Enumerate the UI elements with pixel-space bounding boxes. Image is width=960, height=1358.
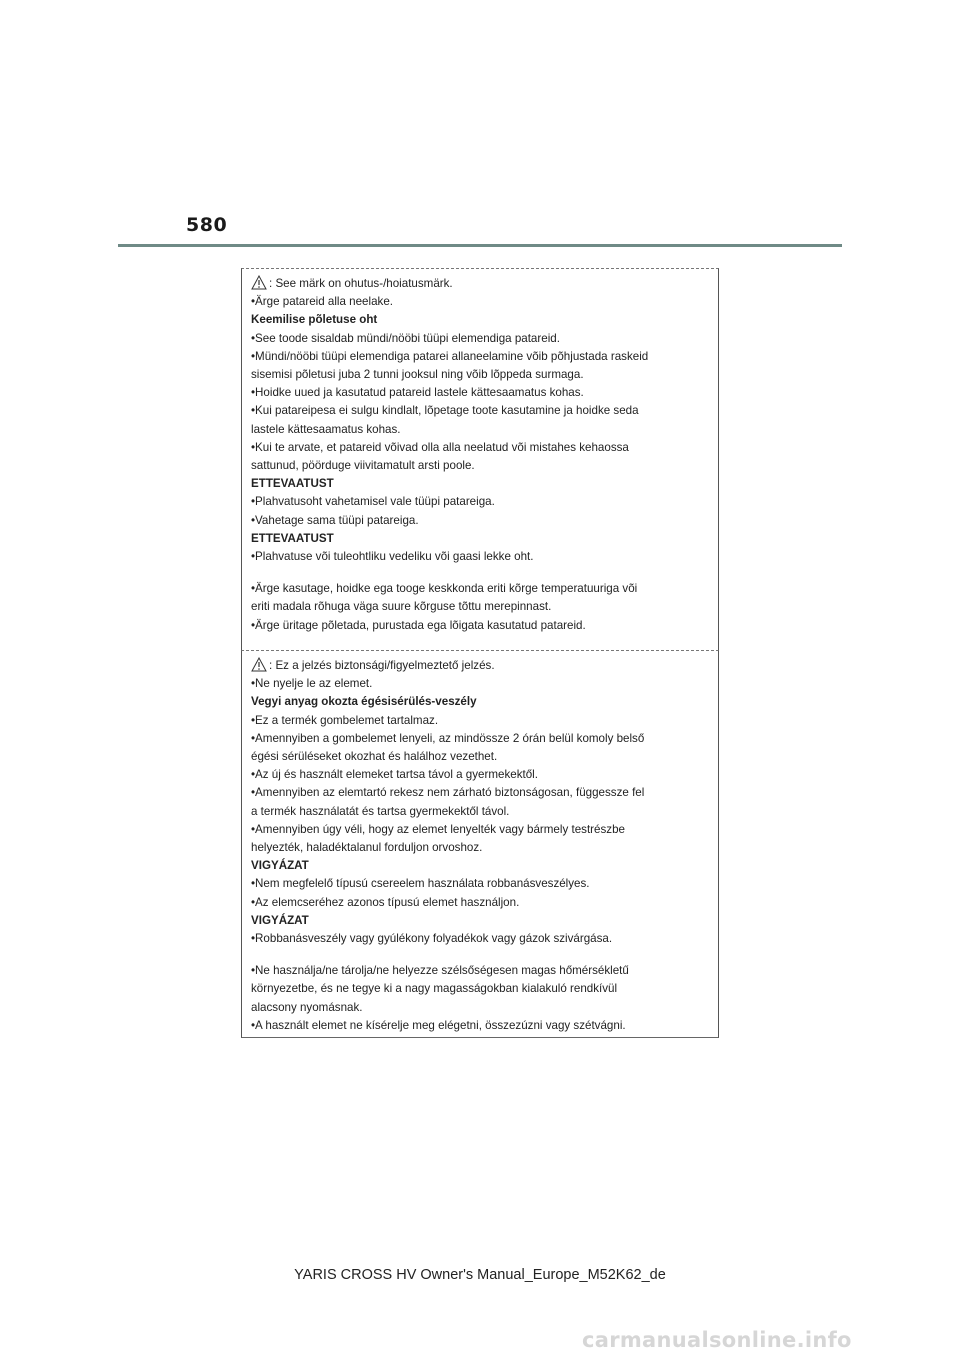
header-rule (118, 244, 842, 247)
footer-manual-title: YARIS CROSS HV Owner's Manual_Europe_M52K62_de (294, 1267, 666, 1283)
text-line: alacsony nyomásnak. (251, 1000, 363, 1014)
warning-symbol-text: : See märk on ohutus-/hoiatusmärk. (269, 277, 453, 290)
page-number: 580 (186, 214, 228, 236)
text-line: a termék használatát és tartsa gyermekektől távol. (251, 804, 510, 818)
text-line: •Amennyiben az elemtartó rekesz nem zárható biztonságosan, függessze fel (251, 786, 645, 800)
text-line: •Amennyiben úgy véli, hogy az elemet lenyelték vagy bármely testrészbe (251, 822, 625, 836)
warning-triangle-icon (251, 657, 267, 672)
text-line: sisemisi põletusi juba 2 tunni jooksul ning võib lõppeda surmaga. (251, 368, 584, 382)
text-line: •Kui te arvate, et patareid võivad olla alla neelatud või mistahes kehaossa (251, 440, 629, 454)
text-line: •Az új és használt elemeket tartsa távol a gyermekektől. (251, 768, 538, 782)
section-heading: ETTEVAATUST (251, 477, 334, 491)
text-line: eriti madala rõhuga väga suure kõrguse tõttu merepinnast. (251, 600, 552, 614)
text-line: •Robbanásveszély vagy gyúlékony folyadékok vagy gázok szivárgása. (251, 932, 613, 946)
text-line: •Ärge üritage põletada, purustada ega lõigata kasutatud patareid. (251, 618, 586, 632)
text-line: •Plahvatuse või tuleohtliku vedeliku või gaasi lekke oht. (251, 550, 534, 564)
text-line: lastele kättesaamatus kohas. (251, 422, 401, 436)
paragraph-gap (251, 566, 712, 580)
text-line: •Mündi/nööbi tüüpi elemendiga patarei allaneelamine võib põhjustada raskeid (251, 349, 649, 363)
hungarian-warning-box (241, 650, 719, 1038)
section-heading: Vegyi anyag okozta égésisérülés-veszély (251, 695, 477, 709)
watermark: carmanualsonline.info (582, 1328, 852, 1352)
warning-symbol-line (251, 657, 712, 675)
section-heading: Keemilise põletuse oht (251, 313, 378, 327)
text-line: •Ez a termék gombelemet tartalmaz. (251, 713, 439, 727)
text-line: környezetbe, és ne tegye ki a nagy magasságokban kialakuló rendkívül (251, 982, 618, 996)
text-line: •Ne használja/ne tárolja/ne helyezze szélsőségesen magas hőmérsékletű (251, 964, 629, 978)
estonian-warning-text (251, 275, 712, 635)
text-line: •Nem megfelelő típusú csereelem használata robbanásveszélyes. (251, 877, 590, 891)
text-line: •Az elemcseréhez azonos típusú elemet használjon. (251, 895, 520, 909)
text-line: •A használt elemet ne kísérelje meg elégetni, összezúzni vagy szétvágni. (251, 1018, 626, 1032)
text-line: •Ne nyelje le az elemet. (251, 677, 373, 691)
warning-symbol-line (251, 275, 712, 293)
text-line: sattunud, pöörduge viivitamatult arsti poole. (251, 459, 475, 473)
section-heading: VIGYÁZAT (251, 913, 309, 927)
text-line: •Hoidke uued ja kasutatud patareid lastele kättesaamatus kohas. (251, 386, 584, 400)
estonian-warning-box (241, 268, 719, 652)
text-line: •See toode sisaldab mündi/nööbi tüüpi elemendiga patareid. (251, 331, 560, 345)
hungarian-warning-text (251, 657, 712, 1035)
text-line: •Vahetage sama tüüpi patareiga. (251, 513, 419, 527)
text-line: helyezték, haladéktalanul forduljon orvoshoz. (251, 841, 483, 855)
warning-triangle-icon (251, 275, 267, 290)
paragraph-gap (251, 948, 712, 962)
text-line: •Kui patareipesa ei sulgu kindlalt, lõpetage toote kasutamine ja hoidke seda (251, 404, 639, 418)
text-line: •Ärge kasutage, hoidke ega tooge keskkonda eriti kõrge temperatuuriga või (251, 582, 638, 596)
warning-symbol-text: : Ez a jelzés biztonsági/figyelmeztető jelzés. (269, 659, 495, 672)
text-line: égési sérüléseket okozhat és halálhoz vezethet. (251, 750, 498, 764)
text-line: •Ärge patareid alla neelake. (251, 295, 393, 309)
section-heading: VIGYÁZAT (251, 859, 309, 873)
text-line: •Amennyiben a gombelemet lenyeli, az mindössze 2 órán belül komoly belső (251, 731, 645, 745)
text-line: •Plahvatusoht vahetamisel vale tüüpi patareiga. (251, 495, 495, 509)
section-heading: ETTEVAATUST (251, 531, 334, 545)
